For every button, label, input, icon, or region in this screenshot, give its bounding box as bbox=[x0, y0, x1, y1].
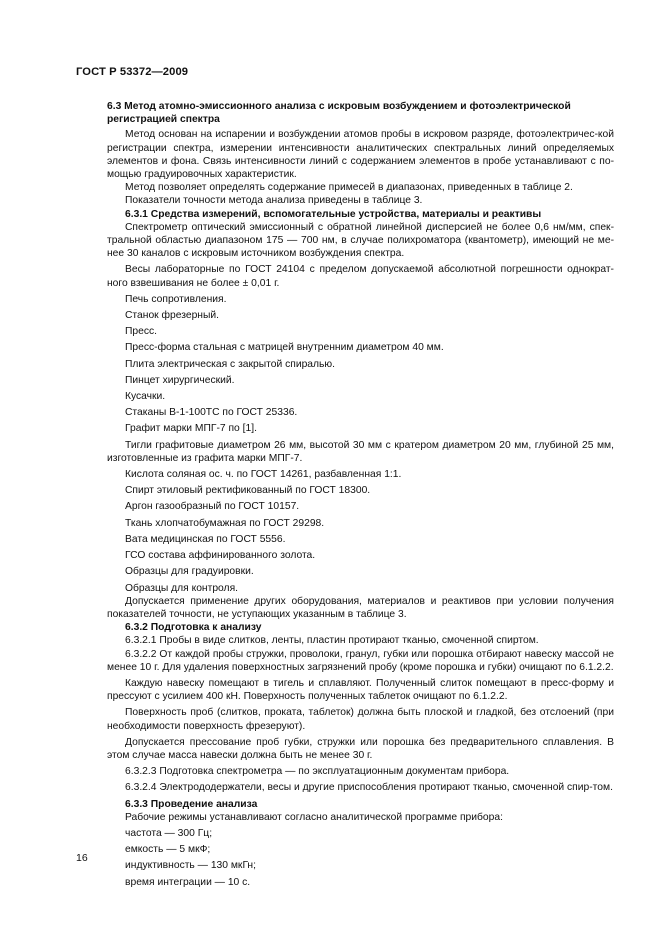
reagent-item: Аргон газообразный по ГОСТ 10157. bbox=[125, 501, 300, 513]
equipment-item: Станок фрезерный. bbox=[125, 310, 219, 322]
subsection-paragraph: Весы лабораторные по ГОСТ 24104 с пределом допускаемой абсолютной погрешности однократ-ного взвешивания не более ± 0,01 г. bbox=[107, 264, 614, 289]
allowance-paragraph: Допускается применение других оборудования, материалов и реактивов при условии получения показателей точности, не уступающих указанным в таблице 3. bbox=[107, 595, 614, 620]
parameter-item: емкость — 5 мкФ; bbox=[125, 844, 211, 856]
subsection-paragraph: 6.3.2.4 Электрододержатели, весы и другие приспособления протирают тканью, смоченной спир-том. bbox=[125, 782, 613, 794]
subsection-paragraph: 6.3.2.2 От каждой пробы стружки, проволоки, гранул, губки или порошка отбирают навеску массой не менее 10 г. Для удаления поверхностных загрязнений пробу (кроме порошка и губки) очищают по 6.1.2.2. bbox=[107, 648, 614, 673]
reagent-item: Образцы для градуировки. bbox=[125, 566, 254, 578]
section-paragraph: Показатели точности метода анализа приведены в таблице 3. bbox=[125, 195, 423, 207]
equipment-item: Тигли графитовые диаметром 26 мм, высотой 30 мм с кратером диаметром 20 мм, глубиной 25 мм, изготовленные из графита марки МПГ-7. bbox=[107, 439, 614, 464]
parameter-item: время интеграции — 10 с. bbox=[125, 876, 251, 888]
reagent-item: ГСО состава аффинированного золота. bbox=[125, 550, 316, 562]
parameter-item: индуктивность — 130 мкГн; bbox=[125, 860, 256, 872]
reagent-item: Спирт этиловый ректификованный по ГОСТ 18300. bbox=[125, 485, 371, 497]
subsection-paragraph: Допускается прессование проб губки, стружки или порошка без предварительного сплавления. В этом случае масса навески должна быть не менее 30 г. bbox=[107, 736, 614, 761]
equipment-item: Пресс-форма стальная с матрицей внутренним диаметром 40 мм. bbox=[125, 342, 444, 354]
equipment-item: Пресс. bbox=[125, 326, 158, 338]
subsection-paragraph: Рабочие режимы устанавливают согласно аналитической программе прибора: bbox=[125, 811, 503, 823]
subsection-paragraph: 6.3.2.3 Подготовка спектрометра — по эксплуатационным документам прибора. bbox=[125, 766, 510, 778]
reagent-item: Ткань хлопчатобумажная по ГОСТ 29298. bbox=[125, 517, 325, 529]
equipment-item: Пинцет хирургический. bbox=[125, 374, 235, 386]
reagent-item: Образцы для контроля. bbox=[125, 582, 238, 594]
subsection-paragraph: Спектрометр оптический эмиссионный с обратной линейной дисперсией не более 0,6 нм/мм, спек-тральной областью диапазоном 175 — 700 нм, в случае полихроматора (квантометр), имеющий не ме-нее 30 каналов с искровым источником возбуждения спектра. bbox=[107, 221, 614, 260]
subsection-title: 6.3.2 Подготовка к анализу bbox=[125, 622, 262, 634]
equipment-item: Кусачки. bbox=[125, 391, 166, 403]
equipment-item: Стаканы В-1-100ТС по ГОСТ 25336. bbox=[125, 407, 298, 419]
subsection-paragraph: Поверхность проб (слитков, проката, таблеток) должна быть плоской и гладкой, без отслоений (при необходимости поверхность фрезеруют). bbox=[107, 707, 614, 732]
section-title: 6.3 Метод атомно-эмиссионного анализа с искровым возбуждением и фотоэлектрической регистрацией спектра bbox=[107, 101, 571, 126]
page-content bbox=[107, 100, 614, 889]
reagent-item: Вата медицинская по ГОСТ 5556. bbox=[125, 533, 286, 545]
document-header: ГОСТ Р 53372—2009 bbox=[76, 66, 189, 78]
equipment-item: Плита электрическая с закрытой спиралью. bbox=[125, 358, 335, 370]
equipment-item: Печь сопротивления. bbox=[125, 293, 227, 305]
subsection-title: 6.3.3 Проведение анализа bbox=[125, 798, 258, 810]
section-paragraph: Метод основан на испарении и возбуждении атомов пробы в искровом разряде, фотоэлектричес-кой регистрации спектра, измерении интенсивности аналитических спектральных линий определяемых элементов и фона. Связь интенсивности линий с содержанием элементов в пробе устанавливают с по-мощью градуировочных характеристик. bbox=[107, 129, 614, 181]
equipment-item: Графит марки МПГ-7 по [1]. bbox=[125, 423, 257, 435]
subsection-paragraph: 6.3.2.1 Пробы в виде слитков, ленты, пластин протирают тканью, смоченной спиртом. bbox=[125, 635, 539, 647]
section-paragraph: Метод позволяет определять содержание примесей в диапазонах, приведенных в таблице 2. bbox=[125, 182, 573, 194]
subsection-paragraph: Каждую навеску помещают в тигель и сплавляют. Полученный слиток помещают в пресс-форму и прессуют с усилием 400 кН. Поверхность полученных таблеток очищают по 6.1.2.2. bbox=[107, 677, 614, 703]
parameter-item: частота — 300 Гц; bbox=[125, 827, 213, 839]
subsection-title: 6.3.1 Средства измерений, вспомогательные устройства, материалы и реактивы bbox=[125, 208, 542, 220]
reagent-item: Кислота соляная ос. ч. по ГОСТ 14261, разбавленная 1:1. bbox=[125, 469, 402, 481]
page-number: 16 bbox=[76, 852, 88, 864]
